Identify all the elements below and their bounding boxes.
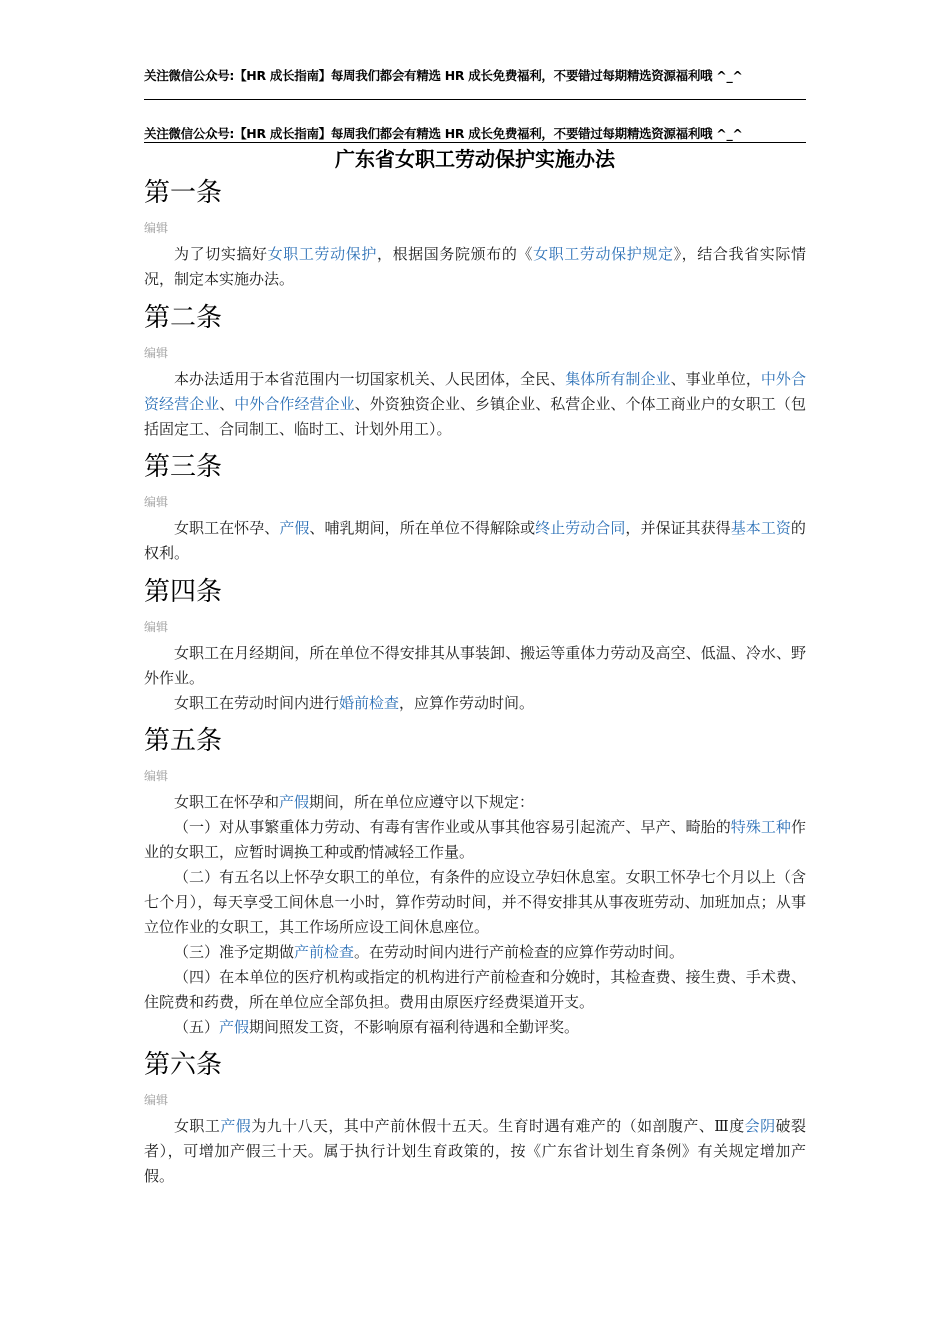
paragraph-text: 期间照发工资，不影响原有福利待遇和全勤评奖。 bbox=[249, 1018, 580, 1036]
paragraph-text: 作业的女职工，应暂时调换工种或酌情减轻工作量。 bbox=[144, 818, 806, 861]
paragraph-text: （二）有五名以上怀孕女职工的单位，有条件的应设立孕妇休息室。女职工怀孕七个月以上（含七个月），每天享受工间休息一小时，算作劳动时间，并不得安排其从事夜班劳动、加班加点；从事立位作业的女职工，其工作场所应设工间休息座位。 bbox=[144, 868, 806, 936]
term-link[interactable]: 终止劳动合同 bbox=[535, 519, 626, 537]
paragraph-text: 、 bbox=[219, 395, 235, 413]
term-link[interactable]: 中外合资经营企业 bbox=[144, 370, 806, 413]
term-link[interactable]: 特殊工种 bbox=[730, 818, 791, 836]
article-paragraph bbox=[144, 691, 806, 716]
article-paragraph bbox=[144, 965, 806, 1015]
article-body bbox=[144, 242, 806, 292]
term-link[interactable]: 产假 bbox=[279, 793, 310, 811]
article-heading: 第六条 bbox=[144, 1050, 223, 1080]
article-paragraph bbox=[144, 242, 806, 292]
paragraph-text: 破裂者），可增加产假三十天。属于执行计划生育政策的，按《广东省计划生育条例》有关规定增加产假。 bbox=[144, 1117, 806, 1185]
article-paragraph bbox=[144, 790, 806, 815]
paragraph-text: ，并保证其获得 bbox=[625, 519, 731, 537]
term-link[interactable]: 产假 bbox=[220, 1117, 252, 1135]
paragraph-text: 女职工在怀孕和 bbox=[174, 793, 280, 811]
paragraph-text: （一）对从事繁重体力劳动、有毒有害作业或从事其他容易引起流产、早产、畸胎的 bbox=[174, 818, 731, 836]
paragraph-text: 本办法适用于本省范围内一切国家机关、人民团体，全民、 bbox=[174, 370, 566, 388]
article-body bbox=[144, 367, 806, 442]
article-paragraph bbox=[144, 815, 806, 865]
article-heading: 第四条 bbox=[144, 577, 223, 607]
article-paragraph bbox=[144, 516, 806, 566]
paragraph-text: ，根据国务院颁布的《 bbox=[376, 245, 534, 263]
paragraph-text: 。在劳动时间内进行产前检查的应算作劳动时间。 bbox=[354, 943, 685, 961]
article-paragraph bbox=[144, 1015, 806, 1040]
paragraph-text: （三）准予定期做 bbox=[174, 943, 295, 961]
header-notice-repeat: 关注微信公众号:【HR 成长指南】每周我们都会有精选 HR 成长免费福利，不要错过每期精选资源福利哦 ^_^ bbox=[144, 126, 743, 141]
edit-link[interactable]: 编辑 bbox=[144, 1093, 169, 1107]
paragraph-text: 》，结合我省实际情况，制定本实施办法。 bbox=[144, 245, 806, 288]
term-link[interactable]: 中外合作经营企业 bbox=[234, 395, 355, 413]
article-heading: 第一条 bbox=[144, 178, 223, 208]
term-link[interactable]: 婚前检查 bbox=[339, 694, 400, 712]
article-body bbox=[144, 1114, 806, 1189]
term-link[interactable]: 女职工劳动保护规定 bbox=[533, 245, 674, 263]
document-title: 广东省女职工劳动保护实施办法 bbox=[335, 147, 615, 171]
article-1 bbox=[144, 176, 806, 292]
article-5 bbox=[144, 724, 806, 1040]
article-paragraph bbox=[144, 367, 806, 442]
edit-link[interactable]: 编辑 bbox=[144, 346, 169, 360]
paragraph-text: 为九十八天，其中产前休假十五天。生育时遇有难产的（如剖腹产、Ⅲ度 bbox=[251, 1117, 745, 1135]
term-link[interactable]: 会阴 bbox=[744, 1117, 776, 1135]
paragraph-text: 期间，所在单位应遵守以下规定： bbox=[309, 793, 535, 811]
article-heading: 第五条 bbox=[144, 726, 223, 756]
term-link[interactable]: 基本工资 bbox=[730, 519, 791, 537]
article-body bbox=[144, 516, 806, 566]
paragraph-text: 、外资独资企业、乡镇企业、私营企业、个体工商业户的女职工（包括固定工、合同制工、临时工、计划外用工）。 bbox=[144, 395, 806, 438]
paragraph-text: （四）在本单位的医疗机构或指定的机构进行产前检查和分娩时，其检查费、接生费、手术费、住院费和药费，所在单位应全部负担。费用由原医疗经费渠道开支。 bbox=[144, 968, 806, 1011]
article-heading: 第二条 bbox=[144, 303, 223, 333]
paragraph-text: 、哺乳期间，所在单位不得解除或 bbox=[309, 519, 536, 537]
paragraph-text: 的权利。 bbox=[144, 519, 806, 562]
header-divider bbox=[144, 99, 806, 100]
paragraph-text: 女职工在劳动时间内进行 bbox=[174, 694, 340, 712]
term-link[interactable]: 集体所有制企业 bbox=[565, 370, 671, 388]
article-body bbox=[144, 790, 806, 1040]
paragraph-text: （五） bbox=[174, 1018, 220, 1036]
article-3 bbox=[144, 450, 806, 566]
term-link[interactable]: 产假 bbox=[279, 519, 310, 537]
article-paragraph bbox=[144, 865, 806, 940]
paragraph-text: 女职工在怀孕、 bbox=[174, 519, 280, 537]
paragraph-text: 女职工 bbox=[174, 1117, 221, 1135]
paragraph-text: 女职工在月经期间，所在单位不得安排其从事装卸、搬运等重体力劳动及高空、低温、冷水、野外作业。 bbox=[144, 644, 806, 687]
article-paragraph bbox=[144, 641, 806, 691]
term-link[interactable]: 产假 bbox=[219, 1018, 250, 1036]
paragraph-text: 、事业单位， bbox=[670, 370, 761, 388]
edit-link[interactable]: 编辑 bbox=[144, 769, 169, 783]
article-body bbox=[144, 641, 806, 716]
article-heading: 第三条 bbox=[144, 452, 223, 482]
paragraph-text: ，应算作劳动时间。 bbox=[399, 694, 535, 712]
paragraph-text: 为了切实搞好 bbox=[174, 245, 268, 263]
term-link[interactable]: 女职工劳动保护 bbox=[267, 245, 377, 263]
article-6 bbox=[144, 1048, 806, 1189]
edit-link[interactable]: 编辑 bbox=[144, 620, 169, 634]
edit-link[interactable]: 编辑 bbox=[144, 221, 169, 235]
term-link[interactable]: 产前检查 bbox=[294, 943, 355, 961]
header-notice: 关注微信公众号:【HR 成长指南】每周我们都会有精选 HR 成长免费福利，不要错过每期精选资源福利哦 ^_^ bbox=[144, 68, 743, 83]
edit-link[interactable]: 编辑 bbox=[144, 495, 169, 509]
article-2 bbox=[144, 301, 806, 442]
article-paragraph bbox=[144, 940, 806, 965]
article-paragraph bbox=[144, 1114, 806, 1189]
article-4 bbox=[144, 575, 806, 716]
